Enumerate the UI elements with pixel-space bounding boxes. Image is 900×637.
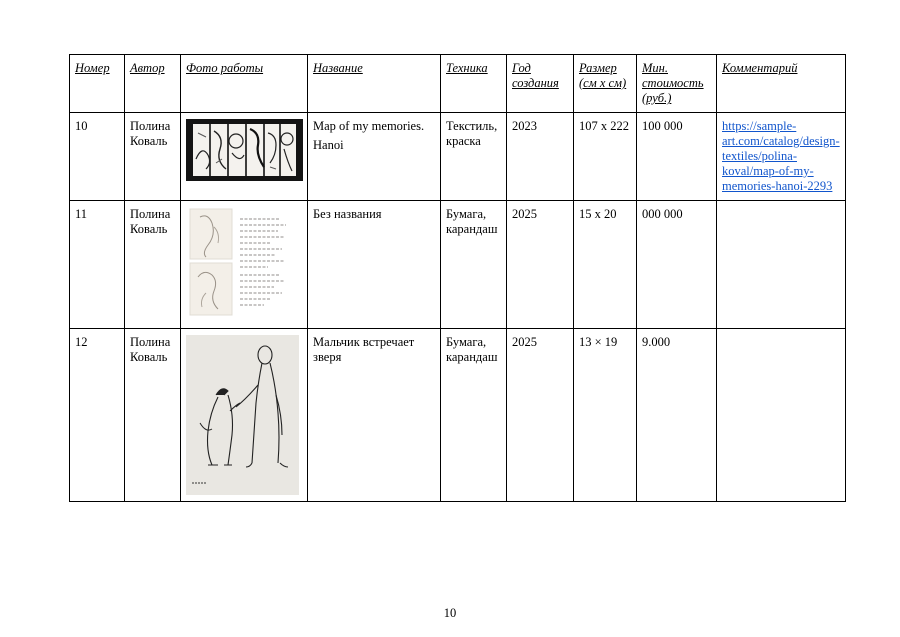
table-row — [70, 201, 846, 329]
cell-year: 2023 — [507, 113, 574, 201]
header-price: Мин. стоимость (руб.) — [637, 55, 717, 113]
cell-comment — [717, 113, 846, 201]
cell-author: Полина Коваль — [125, 201, 181, 329]
cell-size: 13 × 19 — [574, 329, 637, 502]
artworks-table — [69, 54, 846, 502]
cell-price: 9.000 — [637, 329, 717, 502]
header-photo: Фото работы — [181, 55, 308, 113]
cell-photo — [181, 201, 308, 329]
cell-photo — [181, 329, 308, 502]
cell-technique: Текстиль, краска — [441, 113, 507, 201]
cell-number: 11 — [70, 201, 125, 329]
cell-title — [308, 113, 441, 201]
header-size: Размер (см х см) — [574, 55, 637, 113]
header-title: Название — [308, 55, 441, 113]
cell-year: 2025 — [507, 201, 574, 329]
cell-comment — [717, 329, 846, 502]
cell-price: 000 000 — [637, 201, 717, 329]
header-number: Номер — [70, 55, 125, 113]
textile-artwork-photo — [186, 119, 303, 181]
header-comment: Комментарий — [717, 55, 846, 113]
cell-number: 12 — [70, 329, 125, 502]
cell-title: Без названия — [308, 201, 441, 329]
title-line-2: Hanoi — [313, 138, 344, 152]
cell-technique: Бумага, карандаш — [441, 201, 507, 329]
drawing-boy-meets-beast-photo — [186, 335, 299, 495]
page-number: 10 — [443, 606, 457, 620]
table-header-row — [70, 55, 846, 113]
table-row — [70, 329, 846, 502]
paper-sketch-photo — [186, 207, 303, 317]
cell-year: 2025 — [507, 329, 574, 502]
header-technique: Техника — [441, 55, 507, 113]
cell-comment — [717, 201, 846, 329]
cell-author: Полина Коваль — [125, 113, 181, 201]
cell-author: Полина Коваль — [125, 329, 181, 502]
table-row — [70, 113, 846, 201]
cell-price: 100 000 — [637, 113, 717, 201]
cell-title: Мальчик встречает зверя — [308, 329, 441, 502]
cell-size: 107 x 222 — [574, 113, 637, 201]
header-year: Год создания — [507, 55, 574, 113]
cell-size: 15 x 20 — [574, 201, 637, 329]
cell-technique: Бумага, карандаш — [441, 329, 507, 502]
title-line-1: Map of my memories. — [313, 119, 425, 133]
header-author: Автор — [125, 55, 181, 113]
cell-photo — [181, 113, 308, 201]
cell-number: 10 — [70, 113, 125, 201]
artwork-catalog-link[interactable]: https://sample-art.com/catalog/design-textiles/polina-koval/map-of-my-memories-hanoi-2293 — [722, 119, 840, 193]
